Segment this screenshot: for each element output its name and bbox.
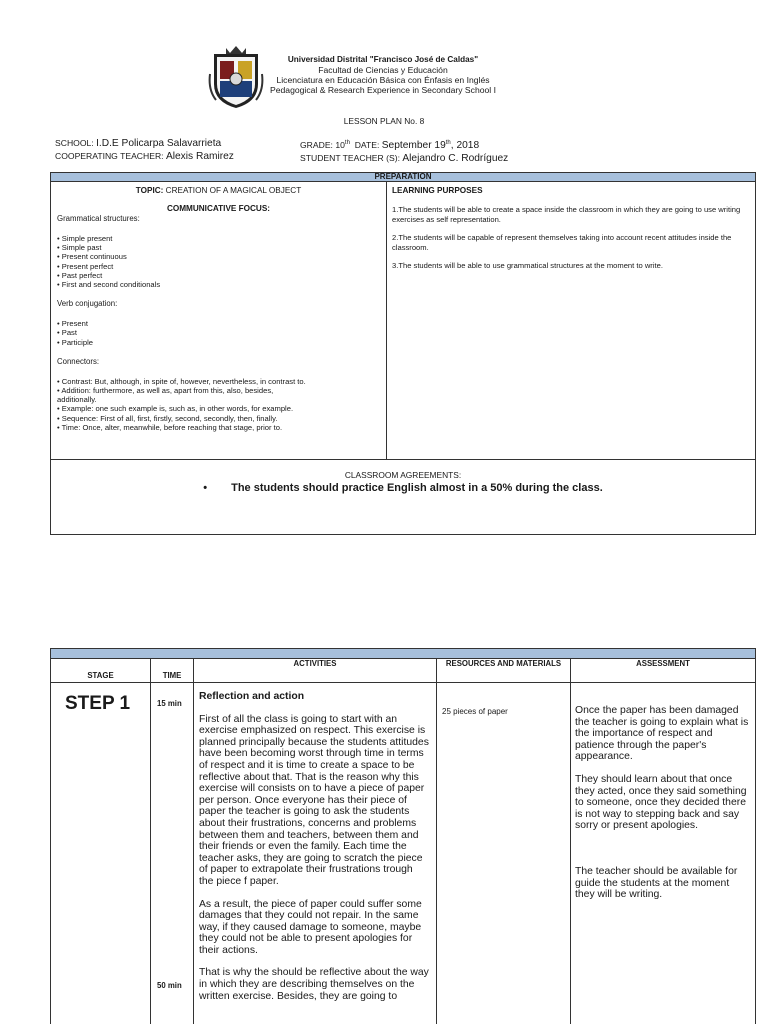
step-1-time-cell — [151, 683, 194, 1024]
time-header: TIME — [151, 659, 194, 683]
connector-item: • Sequence: First of all, first, firstly, second, secondly, then, finally. — [57, 413, 278, 423]
activity-paragraph: First of all the class is going to start with an exercise emphasized on respect. This exercise is planned principally because the students attitudes have been becoming worst through time in terms of respect and it is time to create a space to be reflective about that. That is the reason why this exercise will consists on to have a piece of paper per person. Once everyone has their piece of paper the teacher is going to ask the students about their frustrations, concerns and problems between them and teachers, between them and their friends or even the family. Each time the teacher asks, they are going to scratch the piece of paper to extrapolate their frustrations trough the piece f paper. — [199, 713, 429, 887]
activity-paragraph: That is why the should be reflective about the way in which they are describing themselves on the written exercise. Besides, they are going to — [199, 967, 429, 1002]
grammar-label: Grammatical structures: — [57, 214, 140, 223]
connector-item: • Example: one such example is, such as, in other words, for example. — [57, 404, 294, 414]
grammar-item: • First and second conditionals — [57, 280, 161, 290]
step-1-label: STEP 1 — [51, 683, 151, 1024]
date-sup: th — [445, 140, 451, 146]
classroom-agreements-cell — [51, 460, 756, 535]
date-year: , 2018 — [450, 139, 480, 151]
connector-item: • Time: Once, alter, meanwhile, before reaching that stage, prior to. — [57, 422, 283, 432]
course-name: Pedagogical & Research Experience in Secondary School I — [270, 85, 496, 95]
date-value: September 19 — [381, 139, 446, 151]
classroom-agreements-title: CLASSROOM AGREEMENTS: — [344, 470, 462, 480]
steps-table — [50, 648, 756, 1024]
connector-item: • Contrast: But, although, in spite of, however, nevertheless, in contrast to. — [57, 376, 306, 386]
topic-label: TOPIC: — [135, 186, 164, 195]
activities-header: ACTIVITIES — [194, 659, 437, 683]
assessment-paragraph: They should learn about that once they acted, once they said something to someone, once they decided there is not way to stepping back and say sorry or present apologies. — [575, 773, 747, 832]
bullet: • — [203, 482, 208, 494]
communicative-focus-title: COMMUNICATIVE FOCUS: — [166, 204, 271, 213]
school-info — [55, 137, 234, 163]
topic — [57, 186, 380, 196]
resources-header: RESOURCES AND MATERIALS — [437, 659, 571, 683]
date-label: DATE: — [354, 139, 380, 150]
preparation-table — [50, 172, 756, 535]
step-1-time-50: 50 min — [157, 981, 182, 990]
faculty-name: Facultad de Ciencias y Educación — [318, 65, 448, 75]
verb-item: • Past — [57, 328, 77, 338]
classroom-agreement-text: The students should practice English almost in a 50% during the class. — [231, 482, 603, 494]
university-seal-logo — [208, 44, 264, 110]
preparation-left-cell — [51, 182, 387, 460]
assessment-paragraph: Once the paper has been damaged the teacher is going to explain what is the importance of respect and patience through the paper's appearance. — [575, 705, 749, 763]
steps-band — [51, 649, 756, 659]
verb-item: • Present — [57, 319, 88, 329]
grammar-item: • Simple past — [57, 243, 102, 253]
school-value: I.D.E Policarpa Salavarrieta — [96, 138, 222, 149]
university-header — [262, 55, 504, 95]
school-label: SCHOOL: — [55, 138, 94, 148]
topic-value: CREATION OF A MAGICAL OBJECT — [165, 186, 302, 195]
connector-item: • Addition: furthermore, as well as, apart from this, also, besides, — [57, 386, 274, 396]
step-1-activities — [194, 683, 437, 1024]
learning-purpose: 3.The students will be able to use grammatical structures at the moment to write. — [392, 261, 663, 271]
step-1-assessment — [571, 683, 756, 1024]
learning-purpose: 2.The students will be capable of represent themselves taking into account recent attitudes inside the classroom. — [392, 233, 732, 252]
learning-purposes-cell — [387, 182, 756, 460]
stage-header: STAGE — [51, 659, 151, 683]
step-1-time-15: 15 min — [157, 699, 182, 708]
grade-sup: th — [344, 140, 350, 146]
learning-purposes-title: LEARNING PURPOSES — [392, 186, 483, 195]
student-teacher-value: Alejandro C. Rodríguez — [402, 152, 509, 164]
coop-teacher-label: COOPERATING TEACHER: — [55, 151, 164, 161]
step-1-resources: 25 pieces of paper — [437, 683, 571, 1024]
learning-purpose: 1.The students will be able to create a space inside the classroom in which they are going to use writing exercises as self representation. — [392, 205, 741, 224]
student-teacher-label: STUDENT TEACHER (S): — [300, 152, 400, 163]
grammar-item: • Present perfect — [57, 261, 114, 271]
grammar-item: • Simple present — [57, 234, 113, 243]
grade-date-info — [300, 137, 508, 165]
connectors-label: Connectors: — [57, 356, 100, 366]
program-name: Licenciatura en Educación Básica con Énfasis en Inglés — [276, 75, 490, 85]
grade-label: GRADE: 10 — [300, 139, 345, 150]
classroom-agreement — [51, 482, 755, 494]
assessment-paragraph: The teacher should be available for guide the students at the moment they will be writing. — [575, 865, 738, 901]
verb-conjugation-label: Verb conjugation: — [57, 299, 118, 309]
preparation-band: PREPARATION — [51, 173, 756, 182]
university-name: Universidad Distrital "Francisco José de Caldas" — [287, 55, 479, 64]
assessment-header: ASSESSMENT — [571, 659, 756, 683]
activity-paragraph: As a result, the piece of paper could suffer some damages that they could not repair. In the same way, if they caused damage to someone, maybe they could not be able to present apologies for their actions. — [199, 898, 422, 956]
activity-title: Reflection and action — [199, 691, 305, 702]
grammar-item: • Present continuous — [57, 252, 127, 262]
verb-item: • Participle — [57, 337, 93, 347]
connector-item: additionally. — [57, 395, 97, 405]
lesson-plan-number: LESSON PLAN No. 8 — [343, 116, 425, 126]
grammar-item: • Past perfect — [57, 270, 103, 280]
coop-teacher-value: Alexis Ramirez — [165, 151, 234, 162]
